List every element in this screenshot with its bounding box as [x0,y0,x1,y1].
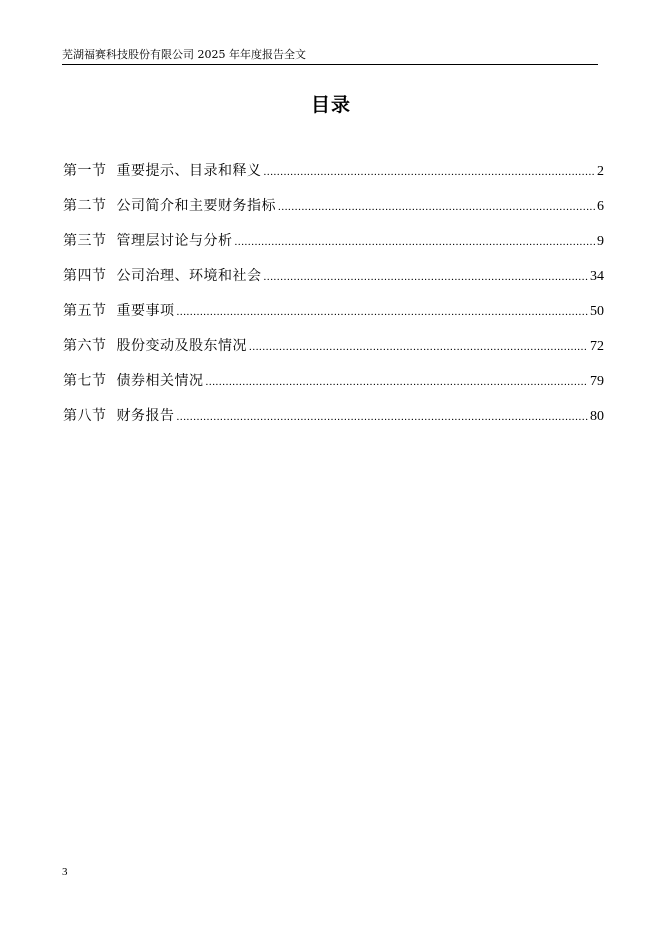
toc-dot-leader [206,371,589,393]
toc-section-name: 公司简介和主要财务指标 [116,198,276,214]
toc-entry-4[interactable] [63,265,604,300]
toc-entry-6[interactable] [63,335,604,370]
toc-section-number: 第八节 [63,408,107,424]
toc-section-name: 财务报告 [116,408,175,424]
toc-section-name: 公司治理、环境和社会 [116,268,262,284]
toc-entry-7[interactable] [63,370,604,405]
toc-page-number: 72 [590,339,604,354]
toc-entry-2[interactable] [63,195,604,230]
toc-dot-leader [278,196,595,218]
page-number: 3 [62,866,68,878]
toc-page-number: 34 [590,269,604,284]
toc-section-number: 第二节 [63,198,107,214]
toc-section-number: 第六节 [63,338,107,354]
toc-entry-5[interactable] [63,300,604,335]
toc-entry-1[interactable] [63,160,604,195]
toc-page-number: 2 [597,164,604,179]
toc-page-number: 79 [590,374,604,389]
toc-section-name: 重要提示、目录和释义 [116,163,262,179]
toc-dot-leader [249,336,588,358]
toc-section-number: 第三节 [63,233,107,249]
toc-dot-leader [264,161,596,183]
toc-section-name: 管理层讨论与分析 [116,233,233,249]
toc-section-number: 第七节 [63,373,107,389]
toc-page-number: 9 [597,234,604,249]
toc-section-number: 第五节 [63,303,107,319]
toc-title: 目录 [310,94,351,116]
toc-page-number: 50 [590,304,604,319]
toc-list [63,160,604,440]
toc-entry-8[interactable] [63,405,604,440]
toc-page-number: 80 [590,409,604,424]
toc-section-name: 股份变动及股东情况 [116,338,247,354]
toc-dot-leader [235,231,596,253]
toc-entry-3[interactable] [63,230,604,265]
running-header [62,46,598,65]
header-title: 芜湖福赛科技股份有限公司 2025 年年度报告全文 [62,48,306,61]
toc-dot-leader [264,266,589,288]
toc-section-name: 债券相关情况 [116,373,204,389]
toc-dot-leader [177,406,589,428]
toc-dot-leader [177,301,589,323]
toc-page-number: 6 [597,199,604,214]
toc-section-number: 第四节 [63,268,107,284]
toc-section-name: 重要事项 [116,303,175,319]
toc-section-number: 第一节 [63,163,107,179]
